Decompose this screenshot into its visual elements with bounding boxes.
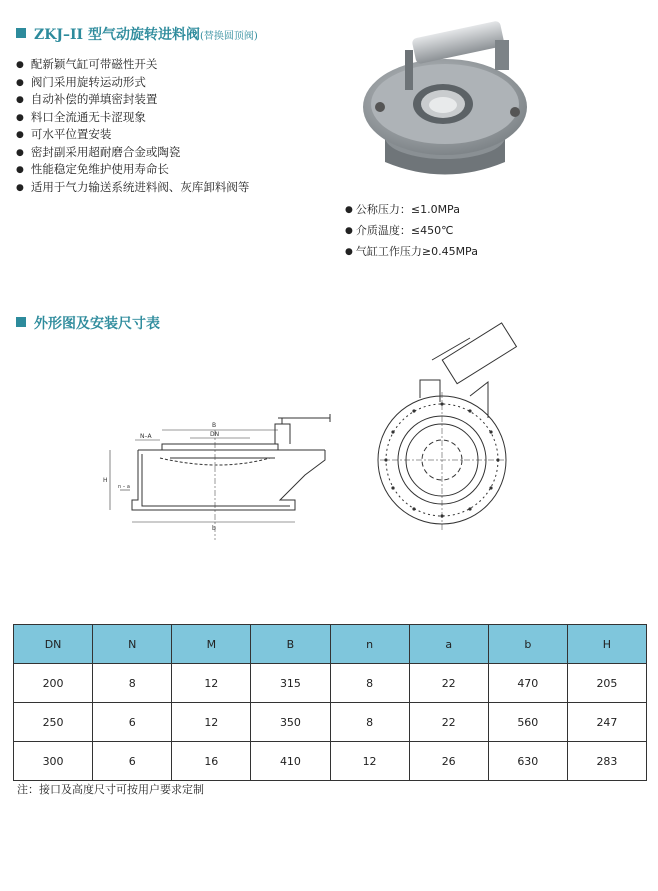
- spec-list: [345, 200, 478, 263]
- spec-item: ● 介质温度：≤450℃: [345, 221, 478, 242]
- valve-product-photo: [355, 12, 535, 187]
- table-header-row: [14, 625, 647, 664]
- dim-label-h: H: [103, 477, 108, 484]
- feature-item: ● 适用于气力输送系统进料阀、灰库卸料阀等: [16, 180, 249, 198]
- feature-item: ● 配新颖气缸可带磁性开关: [16, 57, 249, 75]
- dim-label-na: N–A: [140, 433, 152, 440]
- table-cell: 8: [93, 664, 172, 703]
- table-cell: 6: [93, 703, 172, 742]
- section-title: 外形图及安装尺寸表: [34, 316, 160, 332]
- column-header: DN: [14, 625, 93, 664]
- column-header: H: [567, 625, 646, 664]
- product-title-main: ZKJ–II 型气动旋转进料阀: [34, 27, 200, 43]
- table-cell: 8: [330, 703, 409, 742]
- column-header: M: [172, 625, 251, 664]
- table-cell: 22: [409, 703, 488, 742]
- spec-item: ● 公称压力：≤1.0MPa: [345, 200, 478, 221]
- table-cell: 22: [409, 664, 488, 703]
- table-cell: 12: [172, 664, 251, 703]
- column-header: b: [488, 625, 567, 664]
- spec-item: ● 气缸工作压力≥0.45MPa: [345, 242, 478, 263]
- table-cell: 6: [93, 742, 172, 781]
- feature-item: ● 阀门采用旋转运动形式: [16, 75, 249, 93]
- table-row: [14, 664, 647, 703]
- column-header: a: [409, 625, 488, 664]
- feature-item: ● 可水平位置安装: [16, 127, 249, 145]
- table-cell: 26: [409, 742, 488, 781]
- table-cell: 283: [567, 742, 646, 781]
- dim-label-b-lower: b: [212, 525, 216, 532]
- table-cell: 8: [330, 664, 409, 703]
- feature-list: [16, 57, 249, 197]
- table-cell: 16: [172, 742, 251, 781]
- feature-item: ● 自动补偿的弹填密封装置: [16, 92, 249, 110]
- table-cell: 470: [488, 664, 567, 703]
- dimension-table: [13, 624, 647, 781]
- column-header: N: [93, 625, 172, 664]
- dim-label-n-a: n – a: [118, 484, 130, 490]
- table-row: [14, 703, 647, 742]
- feature-item: ● 料口全流通无卡涩现象: [16, 110, 249, 128]
- table-cell: 300: [14, 742, 93, 781]
- table-cell: 250: [14, 703, 93, 742]
- table-cell: 200: [14, 664, 93, 703]
- table-cell: 410: [251, 742, 330, 781]
- table-row: [14, 742, 647, 781]
- column-header: n: [330, 625, 409, 664]
- table-cell: 350: [251, 703, 330, 742]
- table-cell: 12: [172, 703, 251, 742]
- dim-label-dn: DN: [210, 431, 220, 438]
- table-cell: 630: [488, 742, 567, 781]
- section-marker-icon: [16, 317, 26, 327]
- dim-label-b: B: [212, 422, 217, 429]
- table-cell: 315: [251, 664, 330, 703]
- product-title: [34, 24, 258, 44]
- side-view-drawing: [100, 410, 340, 540]
- section-marker-icon: [16, 28, 26, 38]
- feature-item: ● 性能稳定免维护使用寿命长: [16, 162, 249, 180]
- table-cell: 247: [567, 703, 646, 742]
- table-cell: 560: [488, 703, 567, 742]
- footnote: 注：接口及高度尺寸可按用户要求定制: [17, 783, 204, 796]
- front-view-drawing: [370, 320, 520, 535]
- table-cell: 205: [567, 664, 646, 703]
- column-header: B: [251, 625, 330, 664]
- table-cell: 12: [330, 742, 409, 781]
- feature-item: ● 密封副采用超耐磨合金或陶瓷: [16, 145, 249, 163]
- product-title-sub: (替换圆顶阀): [199, 31, 258, 42]
